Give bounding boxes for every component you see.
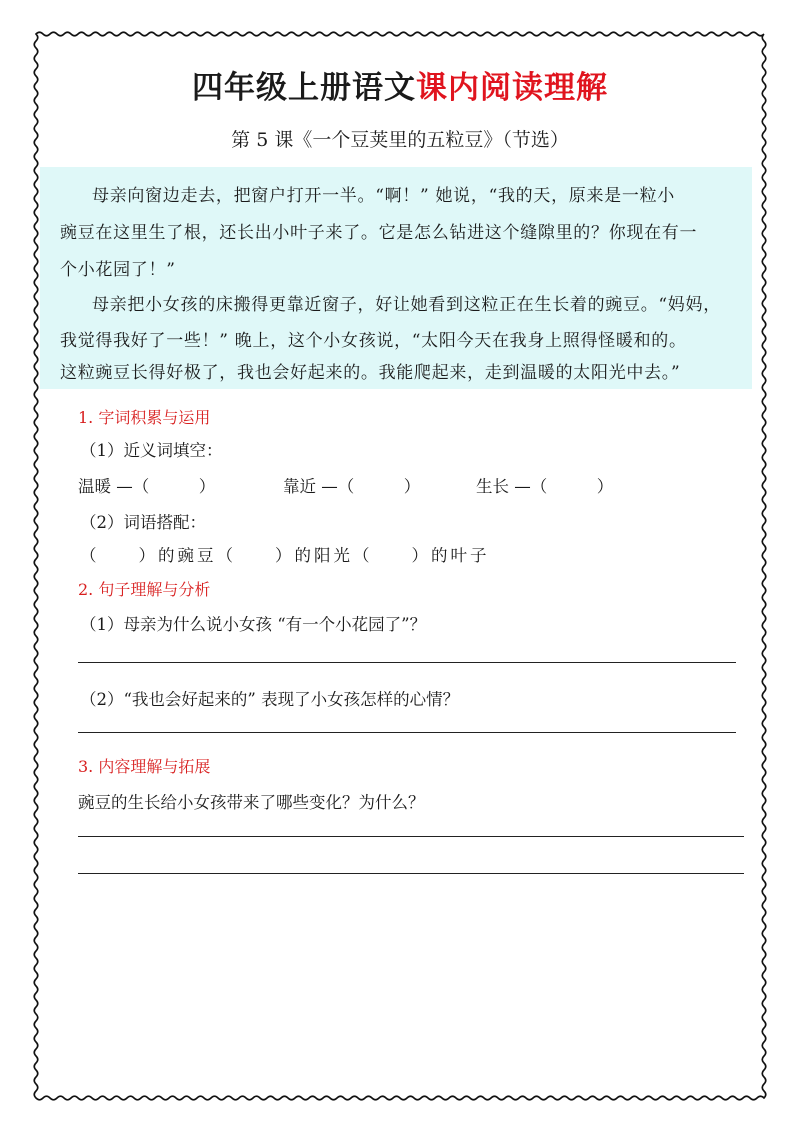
section-heading: 1. 字词积累与运用 <box>78 408 211 427</box>
answer-line[interactable] <box>78 836 744 837</box>
title-red-part: 课内阅读理解 <box>416 70 608 106</box>
section-heading: 3. 内容理解与拓展 <box>78 757 211 776</box>
answer-line[interactable] <box>78 662 736 663</box>
passage-line: 我觉得我好了一些！” 晚上，这个小女孩说，“太阳今天在我身上照得怪暖和的。 <box>60 331 687 351</box>
page-title <box>0 62 800 107</box>
answer-line[interactable] <box>78 732 736 733</box>
synonym-blank: 温暖 —（ ） <box>78 477 216 496</box>
question-text: （2）词语搭配： <box>80 513 206 532</box>
passage-line: 这粒豌豆长得好极了，我也会好起来的。我能爬起来，走到温暖的太阳光中去。” <box>60 363 681 383</box>
section-heading: 2. 句子理解与分析 <box>78 580 211 599</box>
passage-line: 母亲把小女孩的床搬得更靠近窗子，好让她看到这粒正在生长着的豌豆。“妈妈， <box>92 295 721 315</box>
title-black-part: 四年级上册语文 <box>192 70 416 106</box>
passage-line: 个小花园了！” <box>60 260 176 280</box>
passage-line: 豌豆在这里生了根，还长出小叶子来了。它是怎么钻进这个缝隙里的？你现在有一 <box>60 223 698 243</box>
collocation-blanks: （ ）的豌豆（ ）的阳光（ ）的叶子 <box>80 546 490 565</box>
question-text: （1）近义词填空： <box>80 441 223 460</box>
synonym-blank: 靠近 —（ ） <box>283 477 421 496</box>
reading-passage <box>40 167 752 389</box>
answer-line[interactable] <box>78 873 744 874</box>
question-text: 豌豆的生长给小女孩带来了哪些变化？为什么？ <box>78 793 425 812</box>
lesson-subtitle: 第 5 课《一个豆荚里的五粒豆》（节选） <box>231 129 569 151</box>
passage-line: 母亲向窗边走去，把窗户打开一半。“啊！” 她说，“我的天，原来是一粒小 <box>92 186 675 206</box>
synonym-blank: 生长 —（ ） <box>476 477 614 496</box>
question-text: （1）母亲为什么说小女孩 “有一个小花园了”？ <box>80 615 427 634</box>
question-text: （2）“我也会好起来的” 表现了小女孩怎样的心情？ <box>80 690 460 709</box>
